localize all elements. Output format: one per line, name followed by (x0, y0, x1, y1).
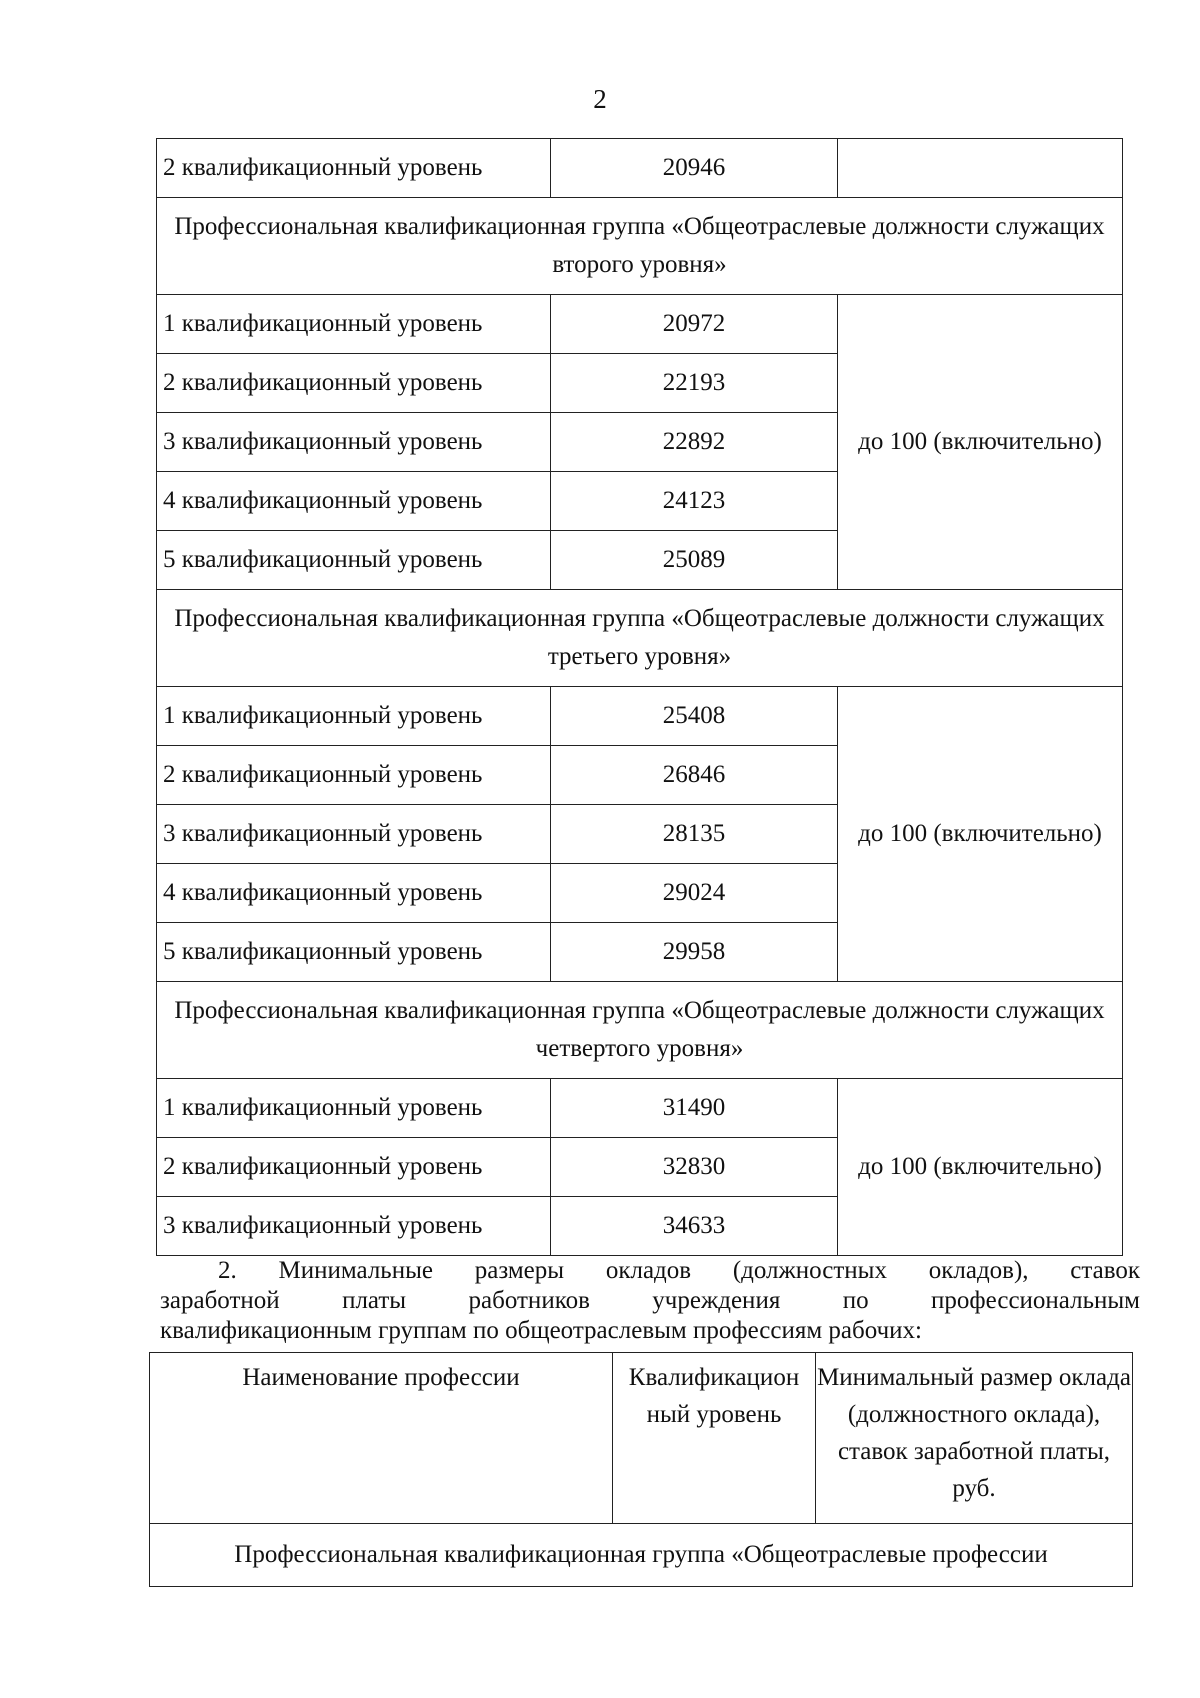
bonus-cell: до 100 (включительно) (838, 1079, 1123, 1256)
salary-cell: 34633 (551, 1197, 838, 1256)
paragraph-line: квалификационным группам по общеотраслевым профессиям рабочих: (160, 1317, 922, 1344)
level-cell: 3 квалификационный уровень (157, 413, 551, 472)
salary-cell: 26846 (551, 746, 838, 805)
paragraph-line: заработной платы работников учреждения по профессиональным (160, 1287, 1140, 1314)
header-profession: Наименование профессии (150, 1353, 613, 1524)
group-title: Профессиональная квалификационная группа «Общеотраслевые должности служащих третьего уровня» (157, 590, 1123, 687)
table-row (157, 1079, 1123, 1138)
salary-cell: 28135 (551, 805, 838, 864)
group-row (157, 590, 1123, 687)
group-row (157, 982, 1123, 1079)
table-row (157, 687, 1123, 746)
salary-cell: 31490 (551, 1079, 838, 1138)
level-cell: 3 квалификационный уровень (157, 1197, 551, 1256)
bonus-cell: до 100 (включительно) (838, 295, 1123, 590)
salary-cell: 22193 (551, 354, 838, 413)
salary-cell: 22892 (551, 413, 838, 472)
level-cell: 1 квалификационный уровень (157, 295, 551, 354)
level-cell: 1 квалификационный уровень (157, 1079, 551, 1138)
paragraph-line: 2. Минимальные размеры окладов (должностных окладов), ставок (218, 1257, 1140, 1284)
level-cell: 2 квалификационный уровень (157, 139, 551, 198)
bonus-cell (838, 139, 1123, 198)
table-row (157, 295, 1123, 354)
group-row (157, 198, 1123, 295)
salary-cell: 24123 (551, 472, 838, 531)
group-row (150, 1524, 1133, 1587)
level-cell: 5 квалификационный уровень (157, 923, 551, 982)
level-cell: 4 квалификационный уровень (157, 864, 551, 923)
salary-cell: 20972 (551, 295, 838, 354)
level-cell: 3 квалификационный уровень (157, 805, 551, 864)
level-cell: 2 квалификационный уровень (157, 746, 551, 805)
header-min-salary: Минимальный размер оклада (должностного оклада), ставок заработной платы, руб. (816, 1353, 1133, 1524)
salary-cell: 25089 (551, 531, 838, 590)
salary-cell: 29024 (551, 864, 838, 923)
header-row (150, 1353, 1133, 1524)
page-number: 2 (593, 84, 607, 114)
salary-table (156, 138, 1123, 1256)
header-level: Квалификацион ный уровень (613, 1353, 816, 1524)
salary-cell: 20946 (551, 139, 838, 198)
group-title: Профессиональная квалификационная группа «Общеотраслевые должности служащих четвертого уровня» (157, 982, 1123, 1079)
level-cell: 1 квалификационный уровень (157, 687, 551, 746)
group-title: Профессиональная квалификационная группа «Общеотраслевые профессии (150, 1524, 1133, 1587)
table-row (157, 139, 1123, 198)
group-title: Профессиональная квалификационная группа «Общеотраслевые должности служащих второго уровня» (157, 198, 1123, 295)
salary-cell: 29958 (551, 923, 838, 982)
level-cell: 2 квалификационный уровень (157, 354, 551, 413)
salary-cell: 32830 (551, 1138, 838, 1197)
level-cell: 5 квалификационный уровень (157, 531, 551, 590)
bonus-cell: до 100 (включительно) (838, 687, 1123, 982)
salary-cell: 25408 (551, 687, 838, 746)
paragraph-2 (160, 1256, 1140, 1346)
level-cell: 4 квалификационный уровень (157, 472, 551, 531)
level-cell: 2 квалификационный уровень (157, 1138, 551, 1197)
workers-table (149, 1352, 1133, 1587)
